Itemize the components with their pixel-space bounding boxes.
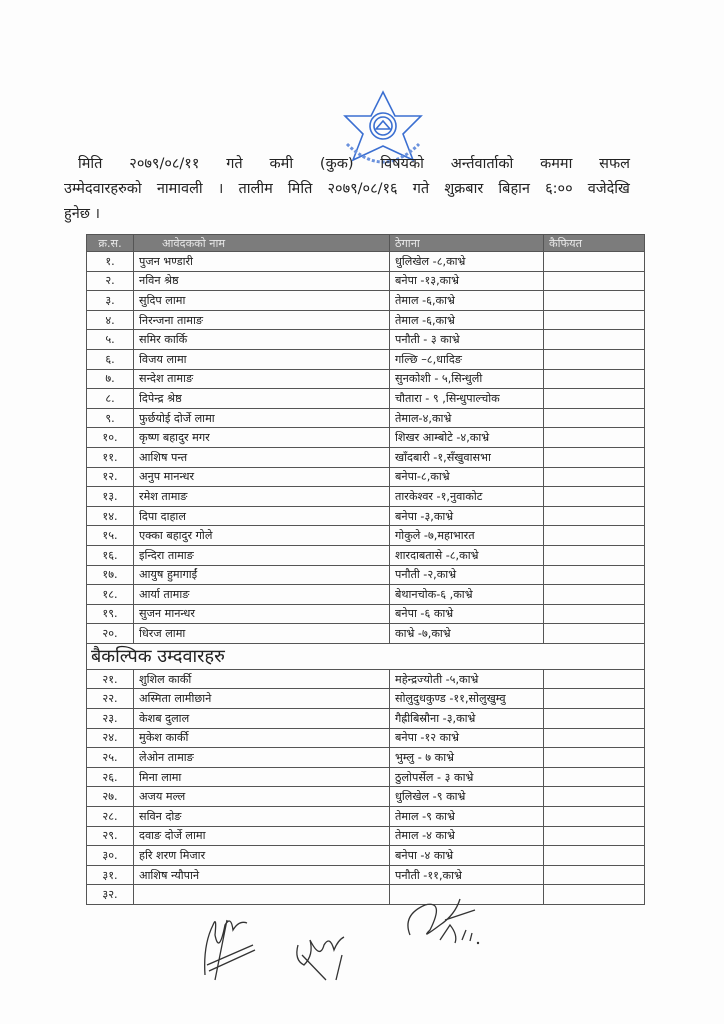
applicant-name-cell: विजय लामा: [134, 349, 390, 369]
serial-number-cell: १४.: [87, 506, 134, 526]
address-cell: ठुलोपर्सेल - ३ काभ्रे: [390, 767, 544, 787]
table-row: [87, 428, 645, 448]
table-row: [87, 408, 645, 428]
remarks-cell: [544, 545, 645, 565]
intro-word: तालीम: [238, 181, 273, 197]
header-remarks: कैफियत: [544, 235, 645, 252]
intro-word: २०७९/०८/१६: [327, 181, 398, 197]
serial-number-cell: २९.: [87, 826, 134, 846]
table-row: [87, 447, 645, 467]
address-cell: बनेपा-८,काभ्रे: [390, 467, 544, 487]
applicant-name-cell: हरि शरण मिजार: [134, 846, 390, 866]
address-cell: पनौती -११,काभ्रे: [390, 865, 544, 885]
applicant-name-cell: सन्देश तामाङ: [134, 369, 390, 389]
alternate-candidates-section-row: [87, 643, 645, 669]
applicant-name-cell: धिरज लामा: [134, 624, 390, 644]
remarks-cell: [544, 728, 645, 748]
address-cell: शारदाबतासे -८,काभ्रे: [390, 545, 544, 565]
address-cell: भुम्लु - ७ काभ्रे: [390, 748, 544, 768]
applicant-name-cell: आर्या तामाङ: [134, 585, 390, 605]
remarks-cell: [544, 624, 645, 644]
remarks-cell: [544, 467, 645, 487]
address-cell: तेमाल -६,काभ्रे: [390, 291, 544, 311]
serial-number-cell: ११.: [87, 447, 134, 467]
applicant-name-cell: इन्दिरा तामाङ: [134, 545, 390, 565]
serial-number-cell: ३२.: [87, 885, 134, 905]
serial-number-cell: १०.: [87, 428, 134, 448]
address-cell: बेथानचोक-६ ,काभ्रे: [390, 585, 544, 605]
intro-word: बिहान: [498, 181, 530, 197]
header-applicant-name: आवेदकको नाम: [134, 235, 390, 252]
remarks-cell: [544, 846, 645, 866]
table-row: [87, 885, 645, 905]
candidate-table: [86, 234, 645, 905]
address-cell: बनेपा -१२ काभ्रे: [390, 728, 544, 748]
alternate-candidates-title: बैकल्पिक उम्दवारहरु: [87, 643, 645, 669]
applicant-name-cell: पुजन भण्डारी: [134, 252, 390, 272]
applicant-name-cell: दिपा दाहाल: [134, 506, 390, 526]
address-cell: तेमाल-४,काभ्रे: [390, 408, 544, 428]
address-cell: चौतारा - ९ ,सिन्धुपाल्चोक: [390, 389, 544, 409]
table-row: [87, 271, 645, 291]
serial-number-cell: २५.: [87, 748, 134, 768]
applicant-name-cell: शुशिल कार्की: [134, 669, 390, 689]
serial-number-cell: ६.: [87, 349, 134, 369]
serial-number-cell: ३१.: [87, 865, 134, 885]
remarks-cell: [544, 585, 645, 605]
address-cell: बनेपा -१३,काभ्रे: [390, 271, 544, 291]
remarks-cell: [544, 310, 645, 330]
applicant-name-cell: दिपेन्द्र श्रेष्ठ: [134, 389, 390, 409]
address-cell: बनेपा -३,काभ्रे: [390, 506, 544, 526]
table-row: [87, 748, 645, 768]
intro-word: गते: [412, 181, 430, 197]
applicant-name-cell: कृष्ण बहादुर मगर: [134, 428, 390, 448]
serial-number-cell: १३.: [87, 487, 134, 507]
applicant-name-cell: फुर्छयोई दोर्जे लामा: [134, 408, 390, 428]
remarks-cell: [544, 447, 645, 467]
intro-word: २०७९/०८/११: [129, 156, 200, 172]
serial-number-cell: १७.: [87, 565, 134, 585]
applicant-name-cell: मुकेश कार्की: [134, 728, 390, 748]
intro-word: वजेदेखि: [587, 181, 630, 197]
remarks-cell: [544, 689, 645, 709]
intro-line-1: [64, 152, 630, 177]
remarks-cell: [544, 389, 645, 409]
signature-1: [195, 905, 265, 985]
address-cell: तेमाल -६,काभ्रे: [390, 310, 544, 330]
table-row: [87, 728, 645, 748]
table-row: [87, 787, 645, 807]
serial-number-cell: ७.: [87, 369, 134, 389]
remarks-cell: [544, 748, 645, 768]
intro-line-2: [64, 177, 630, 202]
applicant-name-cell: अजय मल्ल: [134, 787, 390, 807]
table-row: [87, 846, 645, 866]
intro-line-3: हुनेछ ।: [64, 206, 101, 222]
serial-number-cell: ३०.: [87, 846, 134, 866]
applicant-name-cell: केशब दुलाल: [134, 709, 390, 729]
table-row: [87, 252, 645, 272]
table-row: [87, 604, 645, 624]
serial-number-cell: ९.: [87, 408, 134, 428]
address-cell: बनेपा -४ काभ्रे: [390, 846, 544, 866]
applicant-name-cell: आशिष न्यौपाने: [134, 865, 390, 885]
applicant-name-cell: लेओन तामाङ: [134, 748, 390, 768]
address-cell: पनौती - ३ काभ्रे: [390, 330, 544, 350]
applicant-name-cell: आयुष हुमागाईं: [134, 565, 390, 585]
address-cell: गल्छि –८,धादिङ: [390, 349, 544, 369]
applicant-name-cell: आशिष पन्त: [134, 447, 390, 467]
signature-3: [400, 895, 480, 955]
applicant-name-cell: एक्का बहादुर गोले: [134, 526, 390, 546]
table-row: [87, 565, 645, 585]
serial-number-cell: १६.: [87, 545, 134, 565]
address-cell: शिखर आम्बोटे -४,काभ्रे: [390, 428, 544, 448]
serial-number-cell: १५.: [87, 526, 134, 546]
address-cell: खाँदबारी -१,सँखुवासभा: [390, 447, 544, 467]
intro-word: मिति: [78, 156, 103, 172]
table-row: [87, 669, 645, 689]
applicant-name-cell: दवाङ दोर्जे लामा: [134, 826, 390, 846]
table-row: [87, 330, 645, 350]
intro-word: मिति: [287, 181, 313, 197]
remarks-cell: [544, 565, 645, 585]
serial-number-cell: २.: [87, 271, 134, 291]
remarks-cell: [544, 487, 645, 507]
table-row: [87, 349, 645, 369]
serial-number-cell: २७.: [87, 787, 134, 807]
serial-number-cell: २२.: [87, 689, 134, 709]
remarks-cell: [544, 428, 645, 448]
serial-number-cell: १९.: [87, 604, 134, 624]
remarks-cell: [544, 369, 645, 389]
address-cell: धुलिखेल -९ काभ्रे: [390, 787, 544, 807]
signature-2: [290, 925, 360, 985]
serial-number-cell: २४.: [87, 728, 134, 748]
table-row: [87, 826, 645, 846]
serial-number-cell: २०.: [87, 624, 134, 644]
remarks-cell: [544, 865, 645, 885]
applicant-name-cell: सविन दोङ: [134, 807, 390, 827]
remarks-cell: [544, 506, 645, 526]
serial-number-cell: ८.: [87, 389, 134, 409]
header-address: ठेगाना: [390, 235, 544, 252]
table-row: [87, 865, 645, 885]
table-row: [87, 807, 645, 827]
remarks-cell: [544, 826, 645, 846]
table-row: [87, 369, 645, 389]
applicant-name-cell: अनुप मानन्धर: [134, 467, 390, 487]
intro-word: अर्न्तवार्ताको: [450, 156, 514, 172]
intro-word: कमी: [269, 156, 294, 172]
table-row: [87, 526, 645, 546]
applicant-name-cell: समिर कार्कि: [134, 330, 390, 350]
address-cell: धुलिखेल -८,काभ्रे: [390, 252, 544, 272]
remarks-cell: [544, 885, 645, 905]
remarks-cell: [544, 787, 645, 807]
intro-word: ।: [217, 181, 224, 197]
applicant-name-cell: अस्मिता लामीछाने: [134, 689, 390, 709]
intro-word: विषयको: [380, 156, 424, 172]
address-cell: पनौती -२,काभ्रे: [390, 565, 544, 585]
address-cell: तेमाल -४ काभ्रे: [390, 826, 544, 846]
header-serial-number: क्र.स.: [87, 235, 134, 252]
address-cell: काभ्रे -७,काभ्रे: [390, 624, 544, 644]
serial-number-cell: २३.: [87, 709, 134, 729]
intro-word: गते: [226, 156, 243, 172]
address-cell: तेमाल -९ काभ्रे: [390, 807, 544, 827]
intro-word: कममा: [540, 156, 573, 172]
address-cell: सोलुदुधकुण्ड -११,सोलुखुम्वु: [390, 689, 544, 709]
address-cell: सुनकोशी - ५,सिन्धुली: [390, 369, 544, 389]
table-row: [87, 467, 645, 487]
table-row: [87, 291, 645, 311]
remarks-cell: [544, 604, 645, 624]
applicant-name-cell: नविन श्रेष्ठ: [134, 271, 390, 291]
applicant-name-cell: [134, 885, 390, 905]
table-row: [87, 585, 645, 605]
remarks-cell: [544, 291, 645, 311]
intro-word: (कुक): [319, 156, 354, 172]
table-row: [87, 709, 645, 729]
intro-word: सफल: [599, 156, 630, 172]
remarks-cell: [544, 807, 645, 827]
remarks-cell: [544, 669, 645, 689]
remarks-cell: [544, 252, 645, 272]
remarks-cell: [544, 330, 645, 350]
table-row: [87, 310, 645, 330]
serial-number-cell: २६.: [87, 767, 134, 787]
address-cell: बनेपा -६ काभ्रे: [390, 604, 544, 624]
intro-word: ६:००: [545, 181, 573, 197]
table-header-row: [87, 235, 645, 252]
serial-number-cell: २८.: [87, 807, 134, 827]
applicant-name-cell: सुजन मानन्धर: [134, 604, 390, 624]
applicant-name-cell: निरन्जना तामाङ: [134, 310, 390, 330]
remarks-cell: [544, 349, 645, 369]
serial-number-cell: ३.: [87, 291, 134, 311]
serial-number-cell: ५.: [87, 330, 134, 350]
intro-word: शुक्रबार: [444, 181, 484, 197]
serial-number-cell: १.: [87, 252, 134, 272]
remarks-cell: [544, 271, 645, 291]
serial-number-cell: १२.: [87, 467, 134, 487]
address-cell: गोकुले -७,महाभारत: [390, 526, 544, 546]
serial-number-cell: २१.: [87, 669, 134, 689]
applicant-name-cell: रमेश तामाङ: [134, 487, 390, 507]
address-cell: तारकेश्वर -१,नुवाकोट: [390, 487, 544, 507]
intro-word: उम्मेदवारहरुको: [64, 181, 142, 197]
table-row: [87, 545, 645, 565]
serial-number-cell: १८.: [87, 585, 134, 605]
remarks-cell: [544, 526, 645, 546]
table-row: [87, 767, 645, 787]
applicant-name-cell: मिना लामा: [134, 767, 390, 787]
address-cell: गैह्रीबिस्रौना -३,काभ्रे: [390, 709, 544, 729]
table-row: [87, 689, 645, 709]
applicant-name-cell: सुदिप लामा: [134, 291, 390, 311]
address-cell: महेन्द्रज्योती -५,काभ्रे: [390, 669, 544, 689]
table-row: [87, 624, 645, 644]
intro-word: नामावली: [156, 181, 203, 197]
remarks-cell: [544, 408, 645, 428]
table-row: [87, 487, 645, 507]
remarks-cell: [544, 767, 645, 787]
table-row: [87, 389, 645, 409]
remarks-cell: [544, 709, 645, 729]
table-row: [87, 506, 645, 526]
serial-number-cell: ४.: [87, 310, 134, 330]
intro-paragraph: [64, 152, 630, 227]
